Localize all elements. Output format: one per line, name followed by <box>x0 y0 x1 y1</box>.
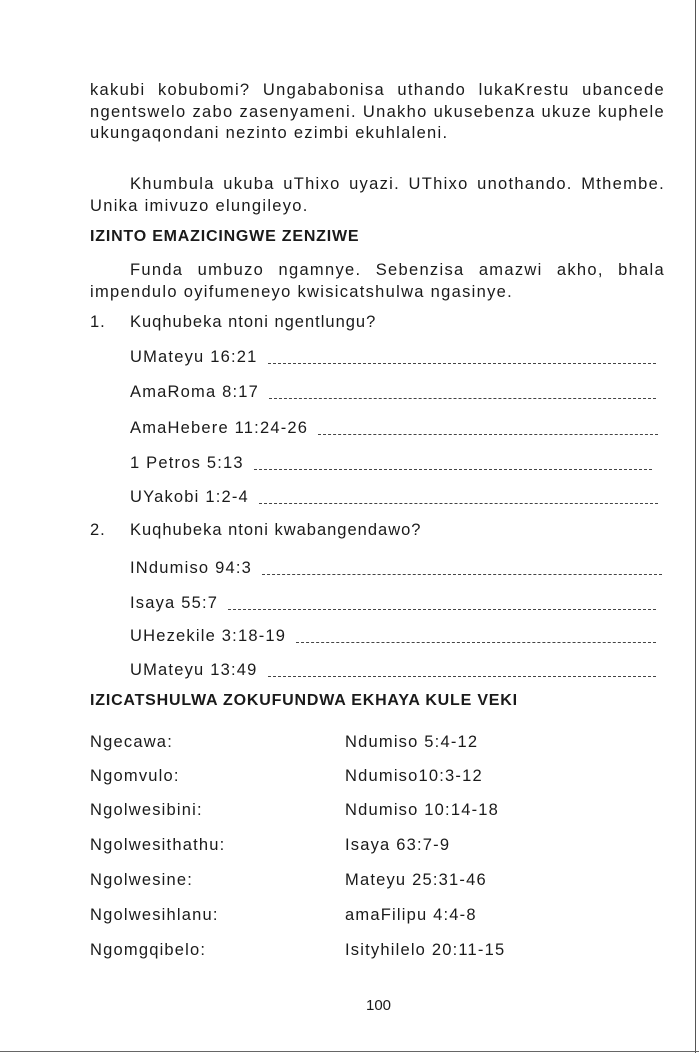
reference-line <box>130 556 662 578</box>
question-text: Kuqhubeka ntoni ngentlungu? <box>130 313 377 331</box>
schedule-day: Ngolwesibini: <box>90 801 203 819</box>
question-number: 2. <box>90 521 106 539</box>
scripture-reference: Isaya 55:7 <box>130 594 219 612</box>
answer-blank[interactable] <box>268 363 657 364</box>
schedule-row <box>90 906 650 928</box>
scripture-reference: AmaHebere 11:24-26 <box>130 419 309 437</box>
schedule-day: Ngomgqibelo: <box>90 941 207 959</box>
intro-paragraph-1: kakubi kobubomi? Ungababonisa uthando lukaKrestu ubancede ngentswelo zabo zasenyameni. Unakho ukusebenza ukuze kuphele ukungaqondani nezinto ezimbi ekuhlaleni. <box>90 81 665 142</box>
reference-line <box>130 380 656 402</box>
answer-blank[interactable] <box>268 676 657 677</box>
schedule-reading: Mateyu 25:31-46 <box>345 871 487 889</box>
instructions-paragraph: Funda umbuzo ngamnye. Sebenzisa amazwi akho, bhala impendulo oyifumeneyo kwisicatshulwa ngasinye. <box>90 261 665 301</box>
scripture-reference: UYakobi 1:2-4 <box>130 488 249 506</box>
scripture-reference: INdumiso 94:3 <box>130 559 252 577</box>
schedule-row <box>90 836 650 858</box>
question-text: Kuqhubeka ntoni kwabangendawo? <box>130 521 422 539</box>
section-heading-questions: IZINTO EMAZICINGWE ZENZIWE <box>90 228 360 245</box>
answer-blank[interactable] <box>269 398 656 399</box>
scripture-reference: AmaRoma 8:17 <box>130 383 260 401</box>
schedule-reading: amaFilipu 4:4-8 <box>345 906 477 924</box>
reference-line <box>130 345 656 367</box>
page-number: 100 <box>365 997 392 1014</box>
scripture-reference: 1 Petros 5:13 <box>130 454 244 472</box>
page-edge-right <box>695 0 696 1053</box>
schedule-row <box>90 801 650 823</box>
answer-blank[interactable] <box>296 642 656 643</box>
scripture-reference: UMateyu 16:21 <box>130 348 258 366</box>
reference-line <box>130 451 652 473</box>
schedule-reading: Isaya 63:7-9 <box>345 836 451 854</box>
schedule-reading: Isityhilelo 20:11-15 <box>345 941 506 959</box>
section-heading-readings: IZICATSHULWA ZOKUFUNDWA EKHAYA KULE VEKI <box>90 692 518 709</box>
reference-line <box>130 416 658 438</box>
reference-line <box>130 624 656 646</box>
reference-line <box>130 485 658 507</box>
question-number: 1. <box>90 313 106 331</box>
schedule-row <box>90 941 650 963</box>
schedule-day: Ngomvulo: <box>90 767 180 785</box>
answer-blank[interactable] <box>228 609 656 610</box>
intro-paragraph-2: Khumbula ukuba uThixo uyazi. UThixo unothando. Mthembe. Unika imivuzo elungileyo. <box>90 175 665 215</box>
answer-blank[interactable] <box>262 574 662 575</box>
schedule-day: Ngecawa: <box>90 733 173 751</box>
reference-line <box>130 591 656 613</box>
schedule-row <box>90 767 650 789</box>
answer-blank[interactable] <box>318 434 658 435</box>
answer-blank[interactable] <box>254 469 652 470</box>
schedule-row <box>90 871 650 893</box>
page-edge-bottom <box>0 1051 699 1052</box>
scripture-reference: UMateyu 13:49 <box>130 661 258 679</box>
schedule-row <box>90 733 650 755</box>
answer-blank[interactable] <box>259 503 658 504</box>
schedule-reading: Ndumiso 5:4-12 <box>345 733 479 751</box>
schedule-reading: Ndumiso 10:14-18 <box>345 801 500 819</box>
reference-line <box>130 658 656 680</box>
schedule-day: Ngolwesihlanu: <box>90 906 219 924</box>
schedule-day: Ngolwesithathu: <box>90 836 226 854</box>
scripture-reference: UHezekile 3:18-19 <box>130 627 287 645</box>
schedule-day: Ngolwesine: <box>90 871 194 889</box>
schedule-reading: Ndumiso10:3-12 <box>345 767 483 785</box>
